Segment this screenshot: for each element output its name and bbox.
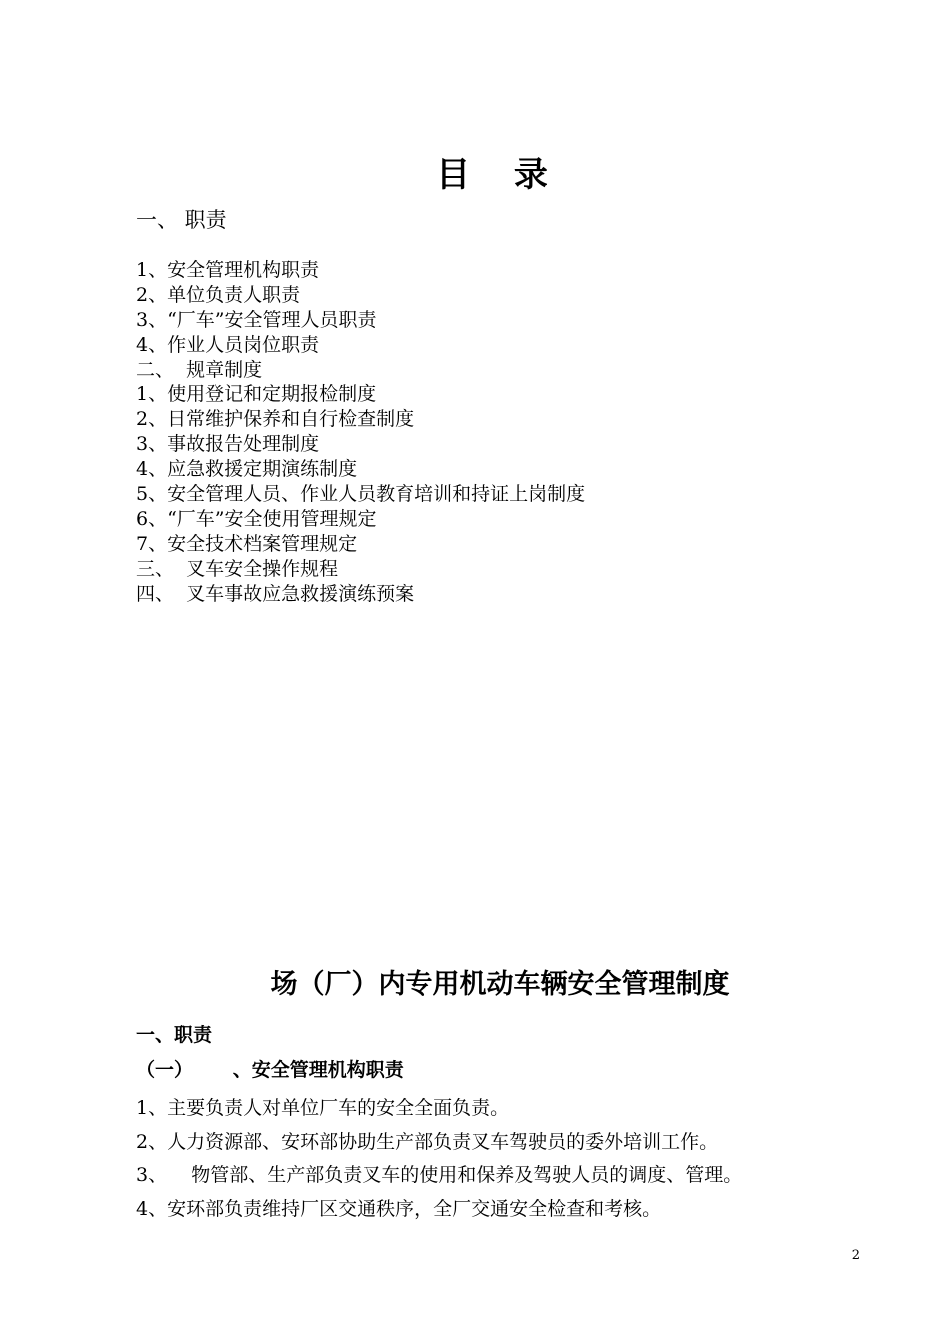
- toc-item: 1、使用登记和定期报检制度: [136, 383, 377, 406]
- toc-item: 3、事故报告处理制度: [136, 433, 320, 456]
- toc-title: 目 录: [436, 155, 564, 195]
- toc-item: 三、 叉车安全操作规程: [136, 557, 339, 580]
- toc-item: 二、 规章制度: [136, 358, 263, 381]
- toc-item: 3、“厂车”安全管理人员职责: [136, 308, 377, 331]
- toc-item: 7、安全技术档案管理规定: [136, 532, 358, 555]
- paragraph: 4、安环部负责维持厂区交通秩序，全厂交通安全检查和考核。: [136, 1197, 662, 1220]
- toc-item: 2、单位负责人职责: [136, 283, 301, 306]
- paragraph: 1、主要负责人对单位厂车的安全全面负责。: [136, 1097, 510, 1119]
- subsection-heading: （一） 、安全管理机构职责: [136, 1059, 404, 1081]
- paragraph: 3、 物管部、生产部负责叉车的使用和保养及驾驶人员的调度、管理。: [136, 1164, 743, 1186]
- page-number: 2: [851, 1248, 860, 1263]
- toc-item: 2、日常维护保养和自行检查制度: [136, 408, 415, 431]
- toc-item: 1、安全管理机构职责: [136, 259, 320, 281]
- toc-section-heading: 一、 职责: [136, 208, 227, 232]
- section-heading: 一、职责: [136, 1024, 213, 1046]
- body-paragraphs: [136, 1092, 742, 1226]
- toc-item: 4、应急救援定期演练制度: [136, 458, 358, 481]
- toc-item: 四、 叉车事故应急救援演练预案: [136, 582, 415, 605]
- toc-item: 5、安全管理人员、作业人员教育培训和持证上岗制度: [136, 483, 586, 506]
- toc-item: 4、作业人员岗位职责: [136, 333, 320, 356]
- toc-item: 6、“厂车”安全使用管理规定: [136, 507, 377, 530]
- toc-list: [136, 258, 585, 606]
- paragraph: 2、人力资源部、安环部协助生产部负责叉车驾驶员的委外培训工作。: [136, 1130, 719, 1153]
- document-title: 场（厂）内专用机动车辆安全管理制度: [270, 969, 730, 1000]
